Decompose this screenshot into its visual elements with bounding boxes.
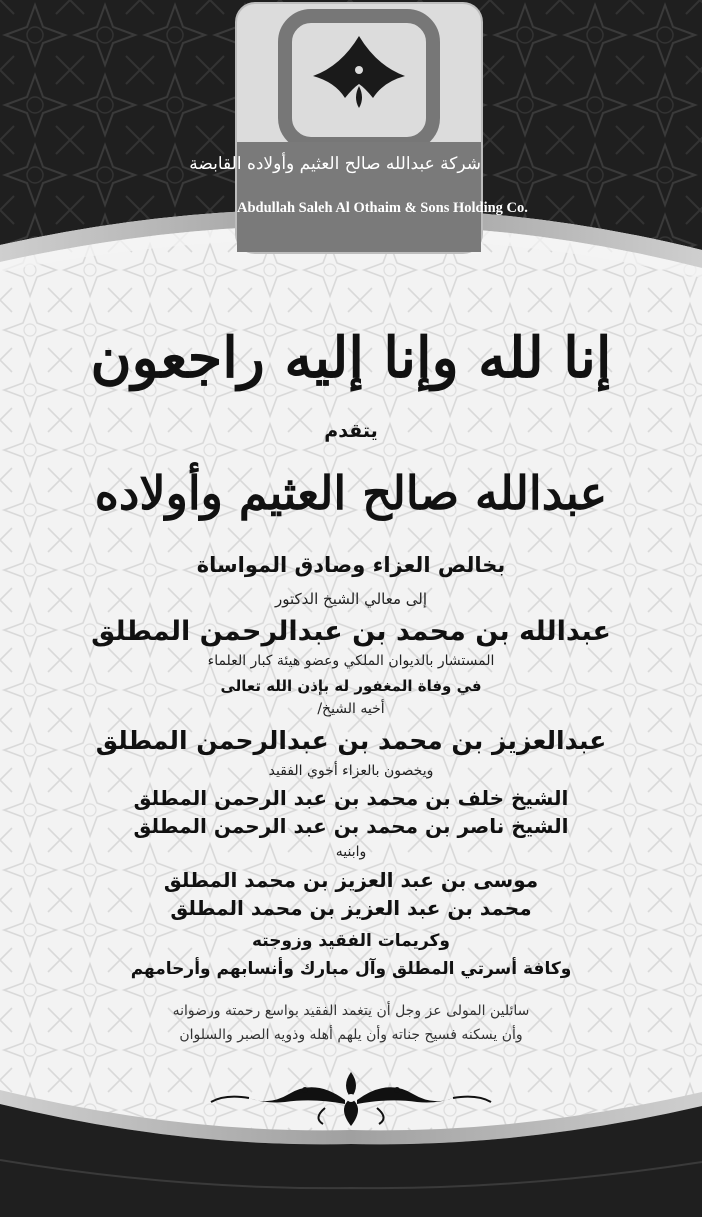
ornament-divider-icon: [205, 1068, 497, 1132]
special-condolence-label: ويخصون بالعزاء أخوي الفقيد: [268, 763, 434, 779]
recipient-title: المستشار بالديوان الملكي وعضو هيئة كبار العلماء: [207, 653, 495, 669]
daughters-line: وكريمات الفقيد وزوجته: [252, 931, 450, 951]
prayer-line-2: وأن يسكنه فسيح جناته وأن يلهم أهله وذويه الصبر والسلوان: [179, 1027, 523, 1043]
brother-label: أخيه الشيخ/: [317, 701, 385, 717]
condolence-line: بخالص العزاء وصادق المواساة: [196, 553, 506, 577]
logo-company-name-arabic: شركة عبدالله صالح العثيم وأولاده القابضة: [189, 154, 481, 174]
death-line: في وفاة المغفور له بإذن الله تعالى: [220, 677, 482, 695]
othaim-logo-icon: [283, 14, 435, 146]
presenter-label: يتقدم: [324, 420, 378, 442]
recipient-name: عبدالله بن محمد بن عبدالرحمن المطلق: [91, 616, 611, 647]
son-name-1: موسى بن عبد العزيز بن محمد المطلق: [163, 868, 539, 892]
quran-verse-heading: إنا لله وإنا إليه راجعون: [90, 325, 612, 391]
brother-name-1: الشيخ خلف بن محمد بن عبد الرحمن المطلق: [133, 786, 569, 810]
son-name-2: محمد بن عبد العزيز بن محمد المطلق: [170, 896, 532, 920]
prayer-line-1: سائلين المولى عز وجل أن يتغمد الفقيد بواسع رحمته ورضوانه: [172, 1003, 530, 1019]
brother-name-2: الشيخ ناصر بن محمد بن عبد الرحمن المطلق: [133, 814, 569, 838]
company-logo: [189, 4, 528, 252]
sons-label: وابنيه: [335, 844, 367, 860]
logo-company-name-english: Abdullah Saleh Al Othaim & Sons Holding Co.: [237, 200, 528, 216]
families-line: وكافة أسرتي المطلق وآل مبارك وأنسابهم وأرحامهم: [130, 959, 572, 979]
deceased-name: عبدالعزيز بن محمد بن عبدالرحمن المطلق: [95, 726, 607, 755]
presenter-name: عبدالله صالح العثيم وأولاده: [94, 466, 608, 520]
recipient-intro: إلى معالي الشيخ الدكتور: [274, 590, 428, 608]
